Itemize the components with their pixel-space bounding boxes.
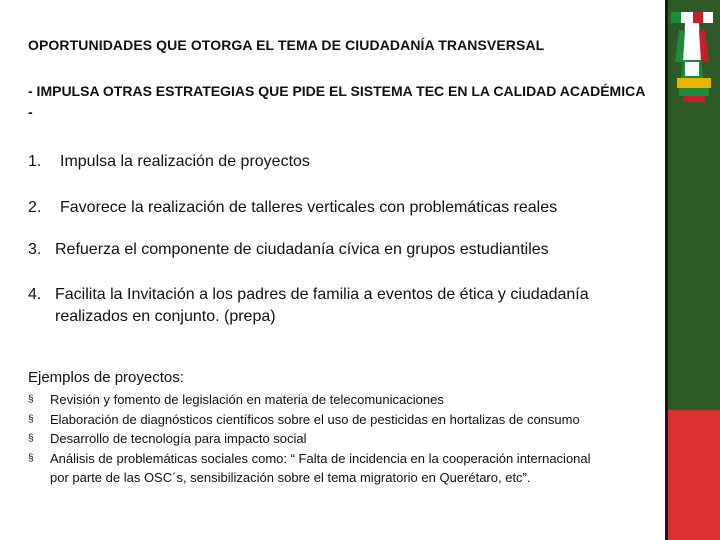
slide-subheading: - IMPULSA OTRAS ESTRATEGIAS QUE PIDE EL SISTEMA TEC EN LA CALIDAD ACADÉMICA - [28,83,645,120]
item-text: Favorece la realización de talleres verticales con problemáticas reales [60,199,558,216]
list-item [28,449,608,488]
examples-title: Ejemplos de proyectos: [28,369,184,386]
item-number: 4. [28,286,42,303]
example-text: Elaboración de diagnósticos científicos sobre el uso de pesticidas en hortalizas de consumo [50,411,580,427]
numbered-item [28,151,648,173]
example-text: Desarrollo de tecnología para impacto social [50,431,307,446]
item-number: 2. [28,199,42,216]
bullet-icon: § [28,413,34,425]
list-item [28,429,608,449]
decorative-side-band [665,0,720,540]
item-text: Impulsa la realización de proyectos [60,153,310,170]
band-red-section [665,410,720,540]
item-text: Refuerza el componente de ciudadanía cívica en grupos estudiantiles [55,241,549,258]
tricolor-ribbon-icon [665,0,720,120]
numbered-item [28,239,648,261]
numbered-item [28,284,648,328]
slide-heading: OPORTUNIDADES QUE OTORGA EL TEMA DE CIUDADANÍA TRANSVERSAL [28,37,545,53]
list-item [28,390,608,410]
numbered-item [28,197,648,219]
list-item [28,410,608,430]
item-number: 1. [28,153,42,170]
item-text: Facilita la Invitación a los padres de familia a eventos de ética y ciudadanía realizados en conjunto. (prepa) [55,286,589,325]
example-text: Revisión y fomento de legislación en materia de telecomunicaciones [50,392,444,407]
bullet-icon: § [28,433,34,444]
bullet-icon: § [28,394,34,405]
examples-list [28,390,608,488]
bullet-icon: § [28,452,34,464]
item-number: 3. [28,241,42,258]
example-text: Análisis de problemáticas sociales como: “ Falta de incidencia en la cooperación internacional por parte de las OSC´s, sensibilización sobre el tema migratorio en Querétaro, etc”. [50,450,591,485]
